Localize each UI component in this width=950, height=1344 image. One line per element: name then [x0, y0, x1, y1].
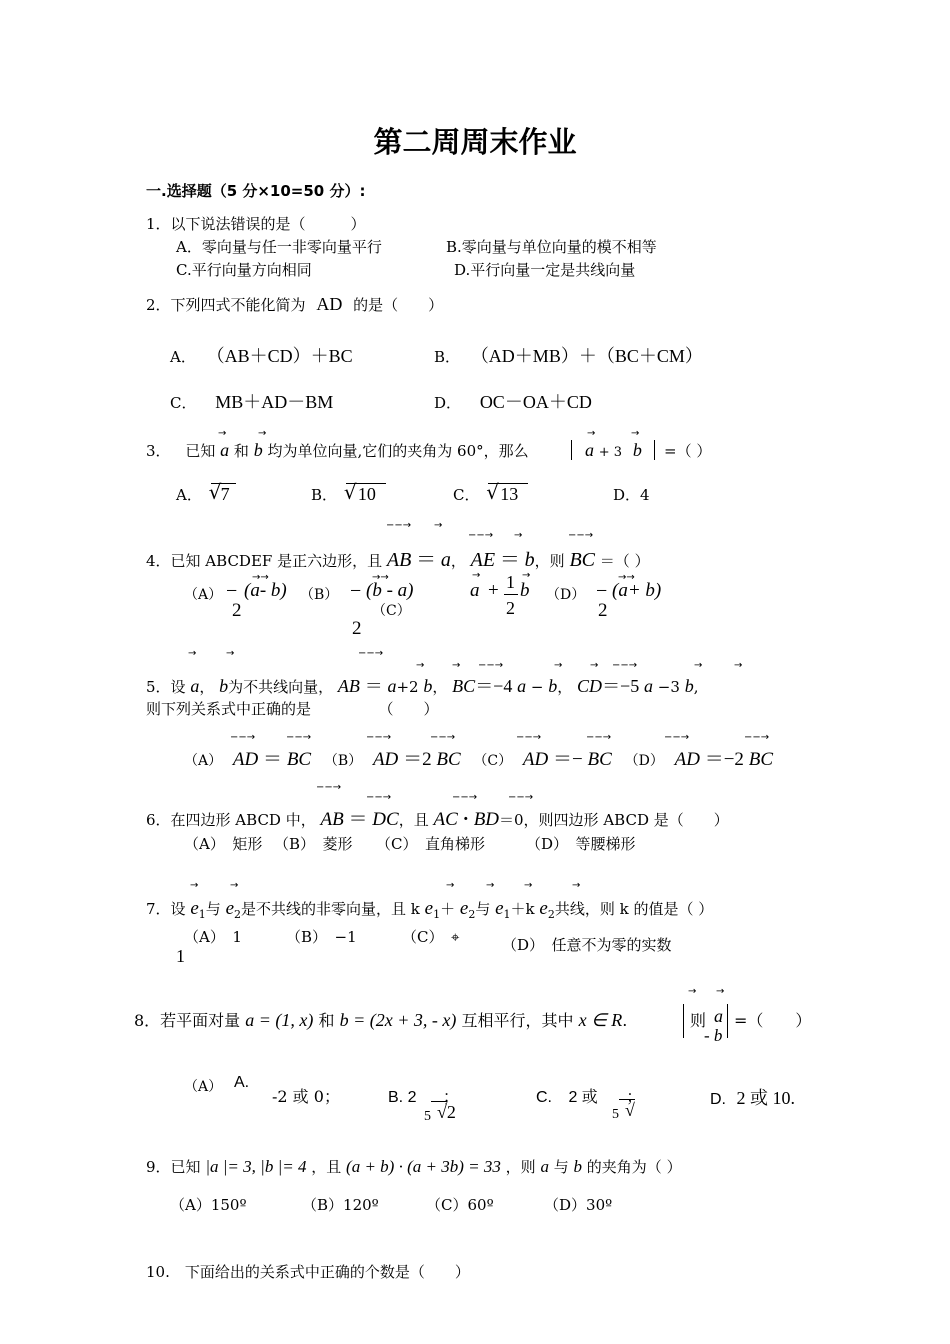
q8-a: a	[714, 1006, 723, 1026]
q7-option-d: （D） 任意不为零的实数	[502, 936, 672, 954]
q7-text-3: 是不共线的非零向量，且 k	[241, 900, 420, 918]
q3-num: 3．	[146, 442, 171, 460]
q2-ad: AD	[316, 294, 343, 314]
q4-c-b: b	[520, 580, 530, 601]
q4-b-minus: −	[350, 580, 362, 602]
q3-arrow-a2: →	[587, 428, 596, 439]
q4-b-label: （B）	[300, 587, 339, 603]
q4-a-expr: (a- b)	[244, 580, 287, 601]
q5-minus: −	[530, 678, 544, 696]
q8-b-semi: ；	[442, 1089, 459, 1106]
q7-e2: e	[225, 898, 234, 919]
q4-arrow-ab: −−→	[386, 520, 412, 531]
q5-b1: b	[423, 676, 433, 696]
q5-bc-d: BC	[748, 749, 773, 770]
q7-text-1: 7．设	[146, 900, 186, 918]
q8-a-label: （A）	[184, 1079, 223, 1095]
q3-a: a	[220, 440, 230, 460]
q4-arrow-ae: −−→	[468, 530, 494, 541]
q2-d-label: D．	[434, 394, 462, 412]
q3-text-2: 和	[233, 442, 249, 460]
q7-c-glyph: ⌖	[450, 928, 460, 946]
q4-d-label: （D）	[546, 587, 586, 603]
q5-eq3: ＝−5	[602, 676, 640, 696]
q7-arrow-e2a: →	[230, 880, 239, 891]
q2-stem-tail: 的是（ ）	[353, 296, 444, 314]
q8-a-val: -2 或 0；	[272, 1087, 340, 1106]
q7-option-a: （A） 1	[184, 928, 242, 946]
q4-ae: AE	[470, 549, 496, 571]
q8-c-label: C.	[536, 1089, 552, 1106]
q9-a: a	[540, 1157, 549, 1176]
q3-c-val: 13	[488, 483, 528, 504]
q4-d-two: 2	[598, 600, 608, 621]
q5-cd: CD	[577, 676, 603, 696]
q6-text-1: 6．在四边形 ABCD 中，	[146, 811, 316, 829]
q6-option-b: （B） 菱形	[274, 835, 353, 853]
q8-x-in: x ∈ R	[578, 1010, 623, 1030]
q6-option-a: （A） 矩形	[184, 835, 263, 853]
q3-arrow-a: →	[218, 428, 227, 439]
q3-abs-expr	[585, 440, 642, 461]
q5-text-2: ，	[199, 678, 215, 696]
q5-b-label: （B）	[323, 753, 363, 769]
q2-b-label: B．	[434, 348, 461, 366]
q6-eq: ＝	[348, 809, 368, 830]
q5-arrow-bc: −−→	[478, 660, 504, 671]
q5-bc-a: BC	[286, 749, 312, 770]
q5-eq-b: ＝2	[403, 749, 432, 770]
q2-stem	[146, 294, 443, 315]
q5-d-label: （D）	[624, 753, 664, 769]
q9-option-d: （D）30º	[544, 1196, 613, 1214]
q4-text-1: 4．已知 ABCDEF 是正六边形，且	[146, 552, 383, 570]
q5-eq-d: ＝−2	[704, 749, 744, 770]
q4-b-arrows: →→	[372, 572, 389, 583]
q7-c-label: （C）	[402, 928, 451, 946]
q3-option-c	[453, 480, 528, 505]
q9-stem	[146, 1156, 682, 1177]
q7-plus: ＋	[440, 900, 456, 918]
q4-c-frac-line	[504, 594, 518, 595]
q9-text-3: ，则	[505, 1158, 536, 1176]
q8-ze: 则	[690, 1011, 707, 1030]
q4-text-3: ＝（ ）	[599, 552, 650, 570]
q5-stem: 5．设 a， b为不共线向量， AB ＝ a+2 b， BC＝−4 a − b， CD＝−5 a −3 b,	[146, 676, 699, 696]
q6-text-2: ，且	[398, 811, 429, 829]
q6-dot: ·	[462, 809, 469, 830]
q4-d-expr: (a+ b)	[612, 580, 662, 601]
q5-arrow-ad-d: −−→	[664, 732, 690, 743]
q7-sub2: 2	[234, 908, 241, 921]
q7-option-b: （B） −1	[286, 928, 357, 946]
q5-eq1: ＝	[364, 676, 383, 696]
q5-arrow-b: →	[226, 648, 235, 659]
q8-text-4: .	[622, 1011, 628, 1030]
q5-ad-d: AD	[674, 749, 700, 770]
q4-a-two: 2	[232, 600, 242, 621]
q5-ab: AB	[337, 676, 360, 696]
q7-sub1: 1	[198, 908, 206, 921]
q8-b: - b	[704, 1026, 723, 1045]
q8-c-root-index: 5	[612, 1107, 619, 1122]
q6-arrow-ab: −−→	[316, 782, 342, 793]
q5-eq2: ＝−4	[475, 676, 513, 696]
section-heading: 一.选择题（5 分×10=50 分）:	[146, 182, 366, 200]
q5-minus3: −3	[657, 678, 680, 696]
q2-option-d	[434, 388, 592, 414]
q6-option-c: （C） 直角梯形	[376, 835, 485, 853]
q5-plus2: +2	[396, 678, 419, 696]
q5-options	[184, 744, 773, 771]
q7-e1: e	[190, 898, 199, 919]
q3-abs-plus: + 3	[598, 445, 623, 460]
q7-arrow-e1a: →	[190, 880, 199, 891]
q4-a-minus: −	[226, 580, 238, 602]
q8-d-val: 2 或 10.	[736, 1088, 795, 1108]
q4-eq1: ＝	[416, 549, 437, 571]
q9-text-5: 的夹角为（ ）	[586, 1158, 682, 1176]
q5-arrow-b3: →	[734, 660, 743, 671]
q9-text-4: 与	[553, 1158, 569, 1176]
q4-a-label: （A）	[184, 587, 223, 603]
q4-c-label: （C）	[372, 603, 411, 619]
q3-text-3: 均为单位向量,它们的夹角为 60°，那么	[267, 442, 529, 460]
q6-arrow-dc: −−→	[366, 792, 392, 803]
q3-c-label: C．	[453, 486, 480, 504]
q7-option-c	[402, 926, 459, 947]
page-title: 第二周周末作业	[373, 125, 577, 159]
q3-arrow-b2: →	[631, 428, 640, 439]
q6-arrow-bd: −−→	[508, 792, 534, 803]
q5-arrow-ad-c: −−→	[516, 732, 542, 743]
q4-c-plus: +	[488, 580, 499, 601]
q7-e2b: e	[459, 898, 469, 919]
q5-arrow-ab: −−→	[358, 648, 384, 659]
q7-sub1b: 1	[433, 908, 441, 921]
q2-b-text: （AD＋MB）＋（BC＋CM）	[470, 346, 703, 366]
q8-c-root: 5 √	[612, 1100, 635, 1122]
q6-bd: BD	[473, 809, 500, 830]
q2-option-c	[170, 388, 333, 414]
q6-ac: AC	[433, 809, 458, 830]
q5-a: a	[190, 676, 200, 696]
q2-option-b	[434, 342, 703, 368]
q7-e1b: e	[424, 898, 434, 919]
q8-arrow-b: →	[716, 986, 725, 997]
q5-arrow-b1: →	[452, 660, 461, 671]
q7-arrow-e2b: →	[486, 880, 495, 891]
q8-d-label: D.	[710, 1091, 726, 1108]
q6-stem	[146, 804, 729, 831]
q9-expr: (a + b) · (a + 3b) = 33	[346, 1157, 501, 1176]
q6-option-d: （D） 等腰梯形	[526, 835, 636, 853]
q7-text-2: 与	[205, 900, 221, 918]
q4-c-arrow-a: →	[472, 570, 481, 581]
q7-sub1c: 1	[503, 908, 511, 921]
q7-one: 1	[176, 946, 185, 966]
q4-c-a: a	[470, 580, 480, 601]
q1-option-a: A．零向量与任一非零向量平行	[176, 238, 382, 256]
q4-ab: AB	[386, 549, 412, 571]
q4-c-arrow-b: →	[522, 570, 531, 581]
q8-b-text: B. 2	[388, 1089, 417, 1106]
q5-b: b	[219, 676, 229, 696]
q5-c-label: （C）	[473, 753, 513, 769]
q5-arrow-bc-c: −−→	[586, 732, 612, 743]
q5-bc-b: BC	[436, 749, 461, 770]
q4-c-den: 2	[506, 598, 515, 618]
q5-text-1: 5．设	[146, 678, 186, 696]
q5-arrow-ad-b: −−→	[366, 732, 392, 743]
q3-option-a	[176, 480, 236, 505]
q4-d-minus: −	[596, 580, 608, 602]
q8-text-3: 互相平行，其中	[461, 1011, 574, 1030]
q5-a-label: （A）	[184, 753, 223, 769]
q5-ad-b: AD	[372, 749, 399, 770]
q5-a2: a	[517, 676, 527, 696]
q6-text-3: ＝0，则四边形 ABCD 是（ ）	[499, 811, 729, 829]
q2-d-text: OC－OA＋CD	[479, 392, 592, 412]
q9-text-2: ，且	[311, 1158, 342, 1176]
q5-arrow-a3: →	[694, 660, 703, 671]
q5-arrow-b2: →	[590, 660, 599, 671]
q8-text-5: =（ ）	[734, 1011, 812, 1030]
q3-abs-bar-right	[654, 440, 655, 460]
q3-b-sqrt: √	[343, 480, 357, 504]
q4-arrow-a: →	[434, 520, 443, 531]
q2-a-label: A．	[170, 348, 196, 366]
q3-tail: =（ ）	[664, 442, 712, 460]
q7-arrow-e1c: →	[524, 880, 533, 891]
q3-a-val: 7	[211, 483, 236, 504]
q5-bc-c: BC	[587, 749, 612, 770]
q8-b-root: 5 √2	[424, 1102, 456, 1124]
q5-eq-a: ＝	[263, 749, 283, 770]
q2-c-label: C．	[170, 394, 197, 412]
q8-b-def: b = (2x + 3, - x)	[339, 1010, 457, 1030]
q4-arrow-b: →	[514, 530, 523, 541]
q5-eq-c: ＝−	[553, 749, 583, 770]
q4-d-arrows: →→	[618, 572, 635, 583]
q4-b-two: 2	[352, 618, 362, 639]
q3-a-sqrt: √	[208, 480, 222, 504]
q6-dc: DC	[372, 809, 399, 830]
q6-ab: AB	[320, 809, 344, 830]
q8-option-d	[710, 1084, 795, 1110]
q5-b2: b	[548, 676, 558, 696]
q5-arrow-a2: →	[554, 660, 563, 671]
q2-stem-text: 2．下列四式不能化简为	[146, 296, 306, 314]
q9-option-c: （C）60º	[426, 1196, 494, 1214]
q1-option-b: B.零向量与单位向量的模不相等	[446, 238, 657, 256]
q9-b: b	[573, 1157, 583, 1176]
q8-option-a: A.	[234, 1074, 250, 1091]
q5-b3: b	[684, 676, 694, 696]
q5-text-3: 为不共线向量，	[228, 678, 334, 696]
q8-stem	[134, 1008, 627, 1031]
q7-sub2c: 2	[547, 908, 555, 921]
q3-text-1: 已知	[185, 442, 216, 460]
q3-c-sqrt: √	[486, 480, 500, 504]
q4-a-arrows: →→	[252, 572, 269, 583]
q1-stem: 1．以下说法错误的是（ ）	[146, 215, 366, 233]
q8-abs-right	[727, 1004, 728, 1038]
q7-arrow-e1b: →	[446, 880, 455, 891]
q8-b-two: 2	[446, 1102, 456, 1122]
q3-a-label: A．	[176, 486, 202, 504]
q4-stem	[146, 543, 650, 572]
q5-ad-c: AD	[522, 749, 549, 770]
q3-abs-b: b	[632, 440, 642, 460]
q2-a-text: （AB＋CD）＋BC	[206, 346, 353, 366]
q4-a: a	[440, 549, 451, 571]
q3-b-val: 10	[346, 483, 386, 504]
q8-c-val: 2 或	[568, 1089, 598, 1106]
q6-arrow-ac: −−→	[452, 792, 478, 803]
q5-a3: a	[644, 676, 653, 696]
q4-b-expr: (b - a)	[366, 580, 414, 601]
q5-arrow-bc-b: −−→	[430, 732, 456, 743]
q3-option-d: D．4	[613, 486, 650, 504]
q5-arrow-cd: −−→	[612, 660, 638, 671]
q7-plusk: ＋k	[510, 900, 535, 918]
q3-stem	[146, 440, 529, 461]
q9-text-1: 9．已知	[146, 1158, 201, 1176]
q7-stem	[146, 898, 713, 921]
q8-text-2: 和	[318, 1011, 335, 1030]
q5-arrow-bc-a: −−→	[286, 732, 312, 743]
q5-arrow-a: →	[188, 648, 197, 659]
q8-b-root-index: 5	[424, 1109, 431, 1124]
q3-option-b	[311, 480, 386, 505]
q8-abs-left	[683, 1004, 684, 1038]
q10-stem: 10. 下面给出的关系式中正确的个数是（ ）	[146, 1263, 470, 1281]
q7-sub2b: 2	[468, 908, 476, 921]
q7-e1c: e	[495, 898, 504, 919]
q4-c-num: 1	[506, 572, 515, 592]
q2-option-a	[170, 342, 353, 368]
q3-arrow-b: →	[258, 428, 267, 439]
q5-arrow-ad-a: −−→	[230, 732, 256, 743]
q7-arrow-e2c: →	[572, 880, 581, 891]
q3-b: b	[253, 440, 263, 460]
q9-option-b: （B）120º	[302, 1196, 379, 1214]
q8-c-semi: ；	[626, 1089, 643, 1106]
q5-bc: BC	[452, 676, 476, 696]
q8-text-1: 8．若平面对量	[134, 1011, 241, 1030]
q1-option-c: C.平行向量方向相同	[176, 261, 312, 279]
q4-eq2: ＝	[499, 549, 520, 571]
q4-arrow-bc: −−→	[568, 530, 594, 541]
q4-comma: ，	[450, 552, 466, 570]
q7-e2c: e	[539, 898, 548, 919]
q4-text-2: ，则	[534, 552, 565, 570]
q1-option-d: D.平行向量一定是共线向量	[454, 261, 636, 279]
q4-bc: BC	[569, 549, 596, 571]
q5-arrow-bc-d: −−→	[744, 732, 770, 743]
q9-option-a: （A）150º	[170, 1196, 247, 1214]
q4-b: b	[524, 549, 535, 571]
q9-abs: |a |= 3, |b |= 4	[205, 1157, 307, 1176]
q3-b-label: B．	[311, 486, 338, 504]
q3-abs-a: a	[585, 440, 594, 460]
q3-abs-bar-left	[571, 440, 572, 460]
q5-arrow-a1: →	[416, 660, 425, 671]
q2-c-text: MB＋AD－BM	[215, 392, 334, 412]
q5-line2: 则下列关系式中正确的是 （ ）	[146, 700, 439, 718]
q5-ad-a: AD	[232, 749, 259, 770]
q8-arrow-a: →	[688, 986, 697, 997]
q5-a1: a	[387, 676, 397, 696]
q8-a-def: a = (1, x)	[245, 1010, 314, 1030]
q7-text-5: 共线，则 k 的值是（ ）	[554, 900, 714, 918]
q7-text-4: 与	[475, 900, 491, 918]
